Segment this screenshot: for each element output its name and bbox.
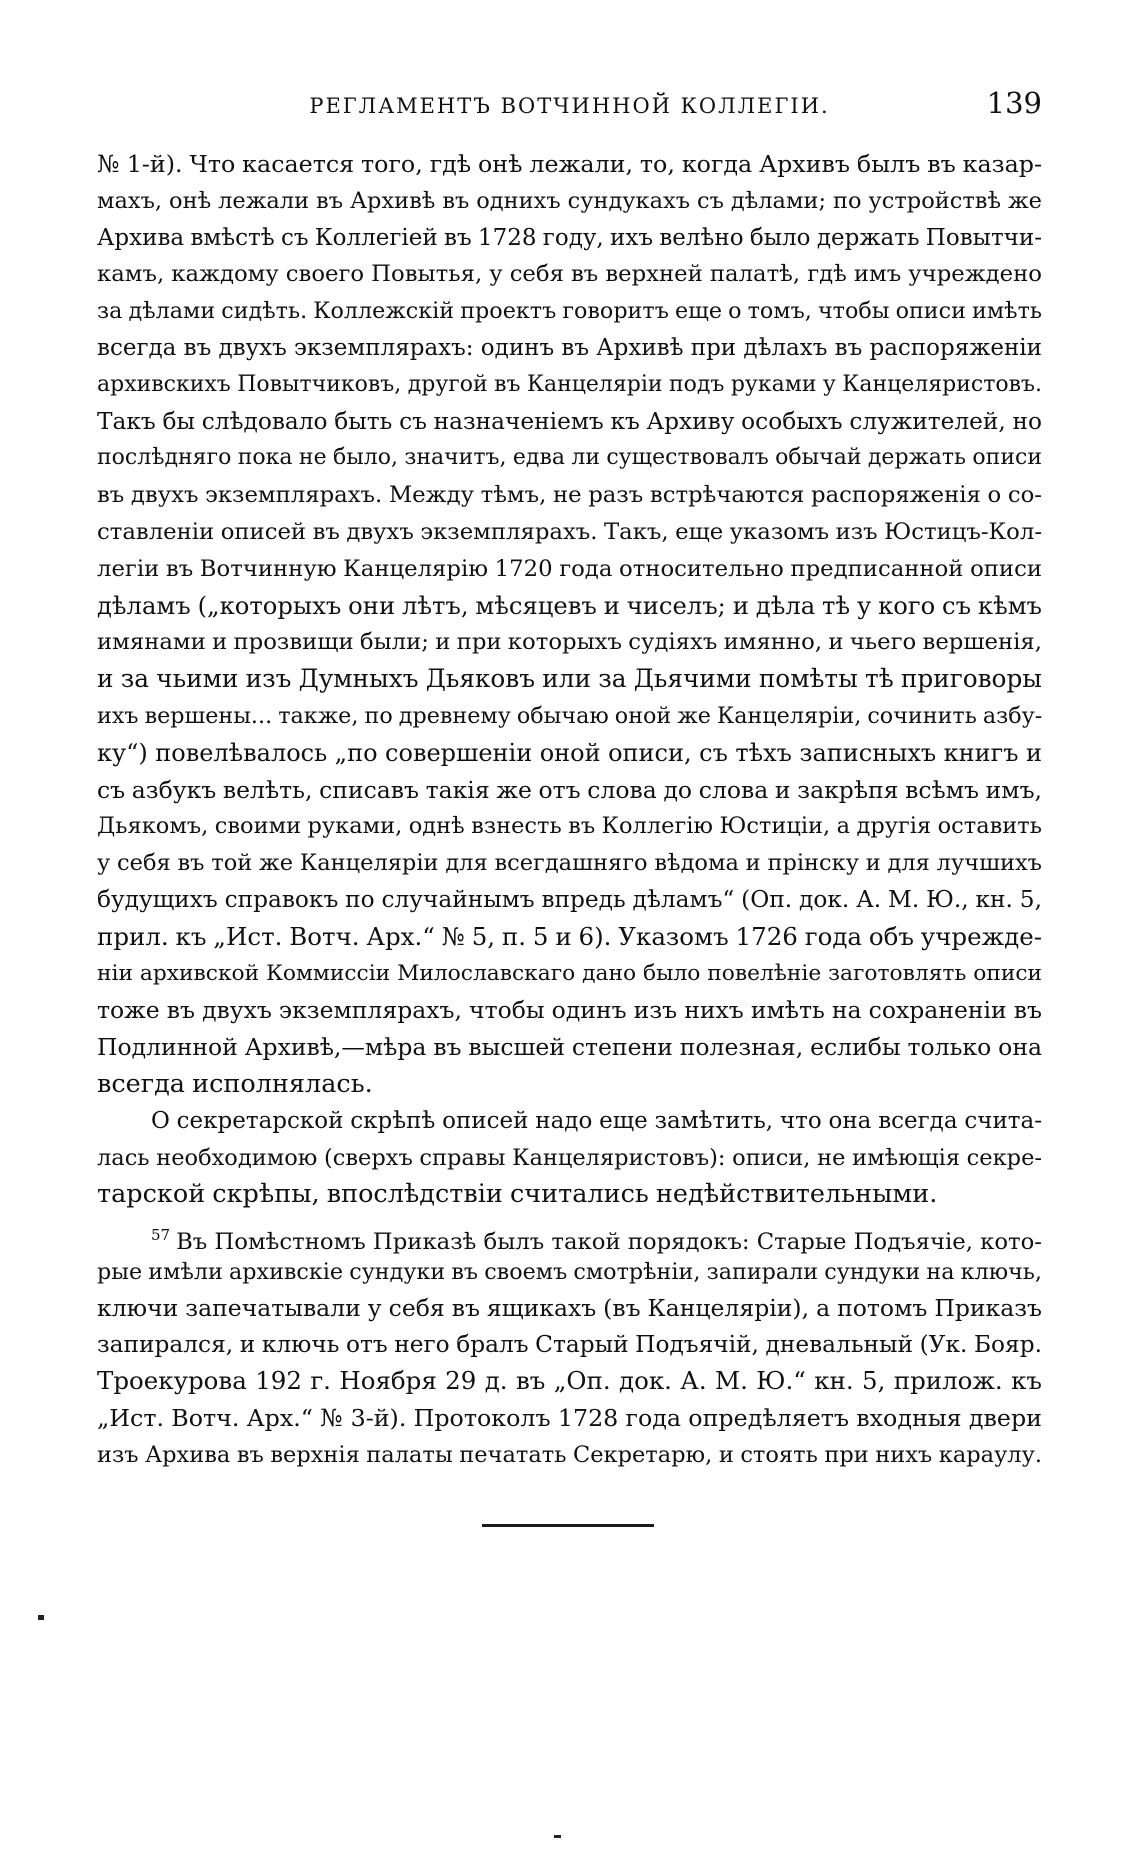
text-line: всегда въ двухъ экземплярахъ: одинъ въ Архивѣ при дѣлахъ въ распоряженіи: [97, 334, 1042, 361]
scan-speck: [38, 1615, 44, 1620]
footnote-line: изъ Архива въ верхнія палаты печатать Секретарю, и стоять при нихъ караулу.: [97, 1441, 1042, 1468]
text-line: тоже въ двухъ экземплярахъ, чтобы одинъ изъ нихъ имѣть на сохраненіи въ: [97, 996, 1042, 1025]
text-line: Такъ бы слѣдовало быть съ назначеніемъ къ Архиву особыхъ служителей, но: [97, 407, 1042, 435]
footnote-line: запирался, и ключь отъ него бралъ Старый Подъячій, дневальный (Ук. Бояр.: [97, 1330, 1042, 1358]
scan-speck: [554, 1835, 561, 1838]
footnote-line: „Ист. Вотч. Арх.“ № 3-й). Протоколъ 1728 года опредѣляетъ входныя двери: [97, 1403, 1042, 1432]
text-line: съ азбукъ велѣть, списавъ такія же отъ слова до слова и закрѣпя всѣмъ имъ,: [97, 775, 1042, 804]
footnote-marker: 57: [151, 1226, 171, 1244]
text-line: камъ, каждому своего Повытья, у себя въ верхней палатѣ, гдѣ имъ учреждено: [97, 261, 1042, 288]
text-line: и за чьими изъ Думныхъ Дьяковъ или за Дьячими помѣты тѣ приговоры: [97, 664, 1042, 694]
paragraph-2: [97, 1103, 1042, 1213]
text-line: ставленіи описей въ двухъ экземплярахъ. Такъ, еще указомъ изъ Юстицъ-Кол-: [97, 518, 1042, 545]
running-header: [97, 86, 1042, 126]
text-line: у себя въ той же Канцеляріи для всегдашняго вѣдома и прінску и для лучшихъ: [97, 850, 1042, 877]
page-number: 139: [986, 86, 1042, 120]
text-line: лась необходимою (сверхъ справы Канцеляристовъ): описи, не имѣющія секре-: [97, 1144, 1042, 1171]
text-line: махъ, онѣ лежали въ Архивѣ въ однихъ сундукахъ съ дѣлами; по устройствѣ же: [97, 187, 1042, 214]
text-line: будущихъ справокъ по случайнымъ впредь дѣламъ“ (Оп. док. А. М. Ю., кн. 5,: [97, 885, 1042, 913]
text-line: О секретарской скрѣпѣ описей надо еще замѣтить, что она всегда счита-: [151, 1107, 1042, 1134]
footnote-line-text: Въ Помѣстномъ Приказѣ былъ такой порядокъ: Старые Подъячіе, кото-: [176, 1229, 1042, 1255]
text-line: имянами и прозвищи были; и при которыхъ судіяхъ имянно, и чьего вершенія,: [97, 629, 1042, 656]
text-line: всегда исполнялась.: [97, 1068, 373, 1099]
text-line: ку“) повелѣвалось „по совершеніи оной описи, съ тѣхъ записныхъ книгъ и: [97, 738, 1042, 767]
text-line: въ двухъ экземплярахъ. Между тѣмъ, не разъ встрѣчаются распоряженія о со-: [97, 482, 1042, 509]
text-line: Подлинной Архивѣ,—мѣра въ высшей степени полезная, еслибы только она: [97, 1033, 1042, 1062]
footnote-line: ключи запечатывали у себя въ ящикахъ (въ Канцеляріи), а потомъ Приказъ: [97, 1294, 1042, 1323]
text-line: Архива вмѣстѣ съ Коллегіей въ 1728 году, ихъ велѣно было держать Повытчи-: [97, 224, 1042, 251]
text-line: послѣдняго пока не было, значитъ, едва ли существовалъ обычай держать описи: [97, 445, 1042, 471]
text-line: архивскихъ Повытчиковъ, другой въ Канцеляріи подъ руками у Канцеляристовъ.: [97, 371, 1042, 397]
footnote-line: [97, 1217, 1042, 1254]
end-rule: [482, 1524, 654, 1527]
text-line: ніи архивской Коммиссіи Милославскаго дано было повелѣніе заготовлять описи: [97, 960, 1042, 986]
text-line: Дьякомъ, своими руками, однѣ взнесть въ Коллегію Юстиціи, а другія оставить: [97, 813, 1042, 840]
footnote-line: рые имѣли архивскіе сундуки въ своемъ смотрѣніи, запирали сундуки на ключь,: [97, 1258, 1042, 1285]
text-line: за дѣлами сидѣть. Коллежскій проектъ говоритъ еще о томъ, чтобы описи имѣть: [97, 298, 1042, 325]
main-text: [97, 146, 1042, 1213]
text-line: дѣламъ („которыхъ они лѣтъ, мѣсяцевъ и чиселъ; и дѣла тѣ у кого съ кѣмъ: [97, 590, 1042, 620]
footnote-line: Троекурова 192 г. Ноября 29 д. въ „Оп. док. А. М. Ю.“ кн. 5, прилож. къ: [97, 1366, 1042, 1396]
running-title: РЕГЛАМЕНТЪ ВОТЧИННОЙ КОЛЛЕГІИ.: [309, 94, 830, 118]
text-line: легіи въ Вотчинную Канцелярію 1720 года относительно предписанной описи: [97, 555, 1042, 582]
text-line: ихъ вершены... также, по древнему обычаю оной же Канцеляріи, сочинить азбу-: [97, 702, 1043, 729]
footnote: [97, 1217, 1042, 1473]
text-line: прил. къ „Ист. Вотч. Арх.“ № 5, п. 5 и 6). Указомъ 1726 года объ учрежде-: [97, 921, 1042, 951]
paragraph-1: [97, 146, 1042, 1103]
text-line: № 1-й). Что касается того, гдѣ онѣ лежали, то, когда Архивъ былъ въ казар-: [97, 150, 1042, 178]
text-line: тарской скрѣпы, впослѣдствіи считались недѣйствительными.: [97, 1179, 938, 1210]
